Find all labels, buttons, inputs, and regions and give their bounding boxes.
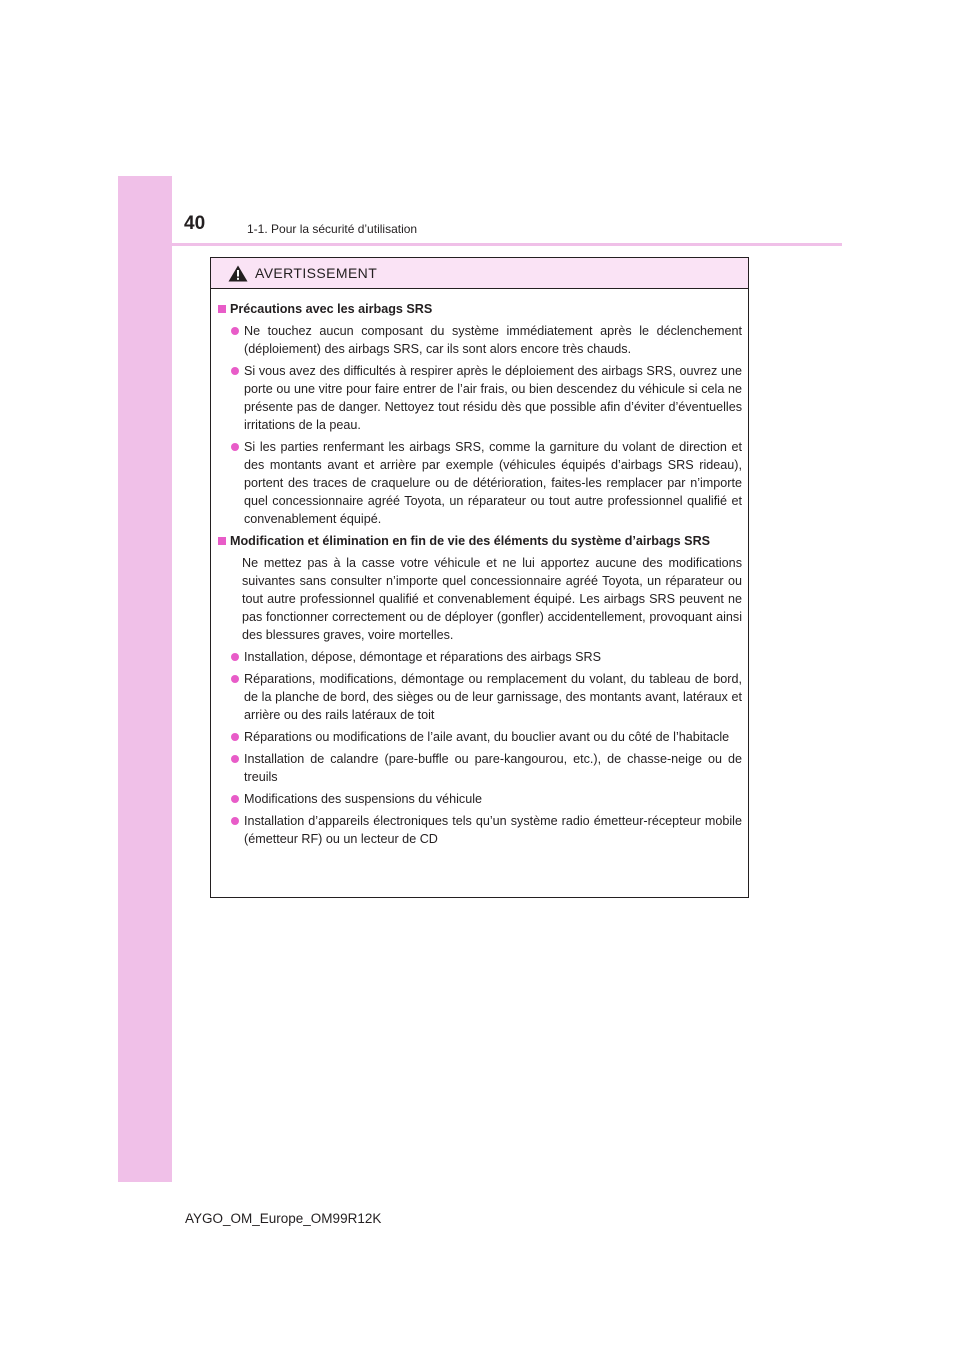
list-item: [218, 728, 742, 746]
bullet-dot-icon: [231, 795, 239, 803]
chapter-side-tab: [118, 176, 172, 1182]
bullet-dot-icon: [231, 653, 239, 661]
square-bullet-icon: [218, 305, 226, 313]
header-divider: [172, 243, 842, 246]
section-heading-text: Précautions avec les airbags SRS: [230, 302, 433, 316]
bullet-dot-icon: [231, 367, 239, 375]
list-item: [218, 648, 742, 666]
list-item-text: Réparations ou modifications de l’aile avant, du bouclier avant ou du côté de l’habitacle: [244, 730, 730, 744]
bullet-dot-icon: [231, 755, 239, 763]
list-item-text: Ne touchez aucun composant du système immédiatement après le déclenchement (déploiement) des airbags SRS, car ils sont alors encore très chauds.: [244, 324, 742, 356]
list-item-text: Réparations, modifications, démontage ou remplacement du volant, du tableau de bord, de la planche de bord, des sièges ou de leur garnissage, des montants avant, latéraux et arrière ou des rails latéraux de toit: [244, 672, 742, 722]
warning-box: [210, 257, 749, 898]
section-paragraph: Ne mettez pas à la casse votre véhicule et ne lui apportez aucune des modifications suivantes sans consulter n’importe quel concessionnaire agréé Toyota, un réparateur ou tout autre professionnel qualifié et convenablement équipé. Les airbags SRS peuvent ne pas fonctionner correctement ou de déployer (gonfler) accidentellement, provoquant ainsi des blessures graves, voire mortelles.: [242, 556, 742, 642]
section-title: 1-1. Pour la sécurité d’utilisation: [247, 222, 418, 236]
list-item: [218, 670, 742, 724]
list-item-text: Si les parties renfermant les airbags SRS, comme la garniture du volant de direction et des montants avant et arrière par exemple (véhicules équipés d’airbags SRS rideau), portent des traces de craquelure ou de détérioration, faites-les remplacer par n’importe quel concessionnaire agréé Toyota, un réparateur ou tout autre professionnel qualifié et convenablement équipé.: [244, 440, 742, 526]
square-bullet-icon: [218, 537, 226, 545]
bullet-dot-icon: [231, 327, 239, 335]
list-item-text: Modifications des suspensions du véhicule: [244, 792, 483, 806]
list-item: [218, 790, 742, 808]
bullet-dot-icon: [231, 675, 239, 683]
section-heading: [218, 532, 742, 550]
list-item: [218, 362, 742, 434]
list-item: [218, 438, 742, 528]
bullet-dot-icon: [231, 817, 239, 825]
list-item: [218, 812, 742, 848]
list-item-text: Installation de calandre (pare-buffle ou pare-kangourou, etc.), de chasse-neige ou de treuils: [244, 752, 742, 784]
document-code-footer: AYGO_OM_Europe_OM99R12K: [185, 1211, 382, 1226]
page-number: 40: [184, 213, 206, 234]
list-item: [218, 750, 742, 786]
list-item: [218, 322, 742, 358]
warning-title: AVERTISSEMENT: [255, 265, 378, 281]
warning-triangle-icon: [228, 265, 248, 282]
section-heading-text: Modification et élimination en fin de vie des éléments du système d’airbags SRS: [230, 534, 711, 548]
bullet-dot-icon: [231, 443, 239, 451]
bullet-dot-icon: [231, 733, 239, 741]
warning-header: [211, 258, 748, 289]
list-item-text: Installation d’appareils électroniques tels qu’un système radio émetteur-récepteur mobile (émetteur RF) ou un lecteur de CD: [244, 814, 742, 846]
list-item-text: Installation, dépose, démontage et réparations des airbags SRS: [244, 650, 602, 664]
list-item-text: Si vous avez des difficultés à respirer après le déploiement des airbags SRS, ouvrez une porte ou une vitre pour faire entrer de l’air frais, ou bien descendez du véhicule si cela ne présente pas de danger. Nettoyez tout résidu dès que possible afin d’éviter d’éventuelles irritations de la peau.: [244, 364, 742, 432]
warning-body: [211, 289, 748, 848]
section-heading: [218, 300, 742, 318]
